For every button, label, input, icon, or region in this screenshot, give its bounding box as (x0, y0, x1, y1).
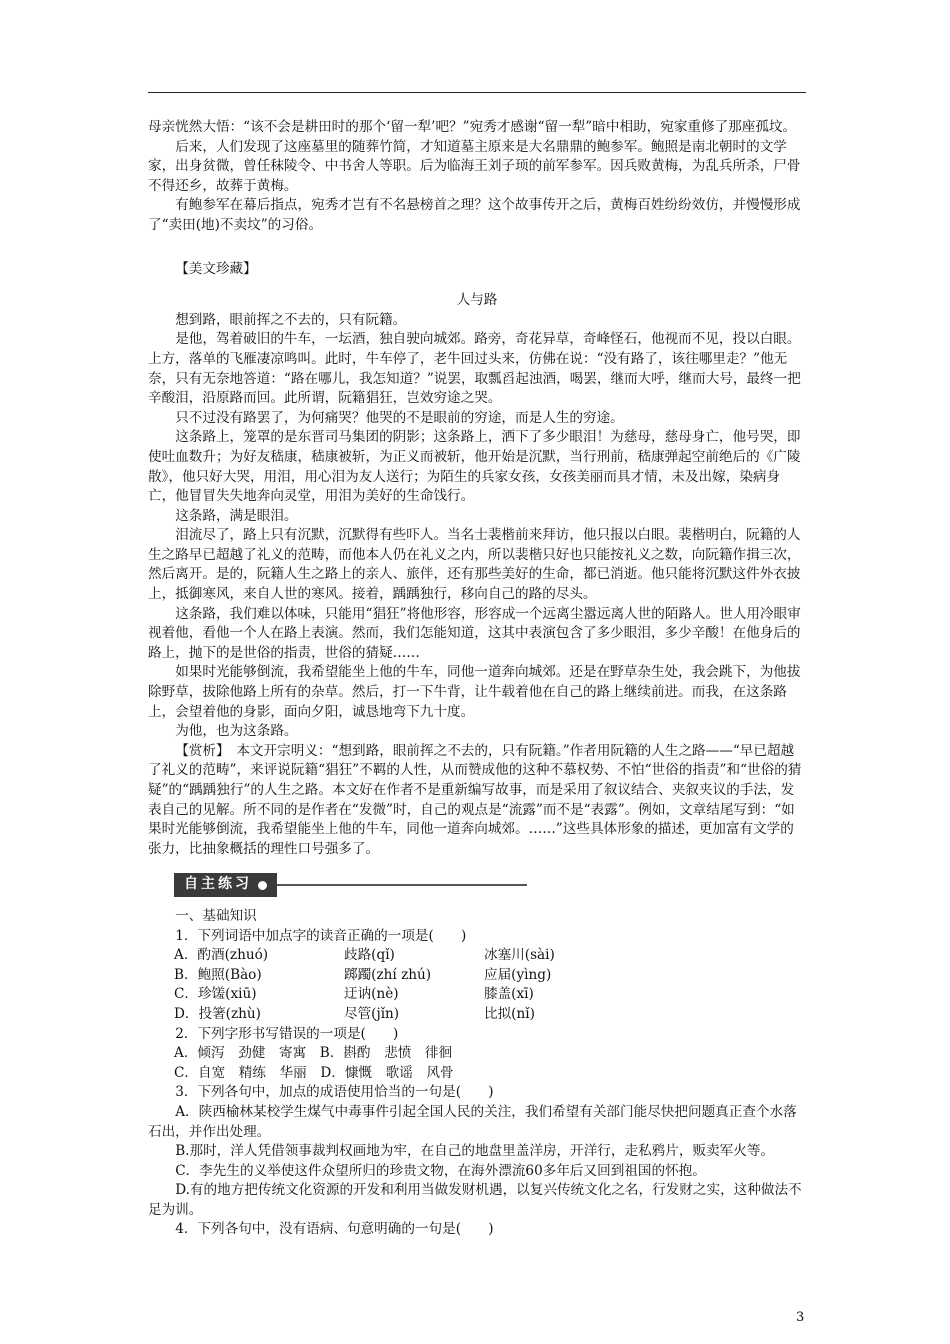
question-4-stem: 4．下列各句中，没有语病、句意明确的一句是( ) (175, 1221, 494, 1238)
option-cell: C．珍馐(xiū) (174, 986, 257, 1003)
story-paragraph: 母亲恍然大悟：“该不会是耕田时的那个‘留一犁’吧？”宛秀才感谢“留一犁”暗中相助，宛家重修了那座孤坟。 (148, 119, 797, 135)
option-cell: 应届(yìng) (484, 966, 552, 983)
essay-paragraph: 这条路，满是眼泪。 (175, 507, 298, 524)
question-3-option: D.有的地方把传统文化资源的开发和利用当做发财机遇，以复兴传统文化之名，行发财之实，这种做法不足为训。 (148, 1182, 802, 1218)
essay-analysis: 【赏析】 本文开宗明义：“想到路，眼前挥之不去的，只有阮籍。”作者用阮籍的人生之路——“早已超越了礼义的范畴”，来评说阮籍“猖狂”不羁的人性，从而赞成他的这种不慕权势、不怕“世俗的指责”和“世俗的猜疑”的“踽踽独行”的人生之路。本文好在作者不是重新编写故事，而是采用了叙议结合、夹叙夹议的手法，发表自己的见解。所不同的是作者在“发微”时，自己的观点是“流露”而不是“表露”。例如，文章结尾写到：“如果时光能够倒流，我希望能坐上他的牛车，同他一道奔向城郊。……”这些具体形象的描述，更加富有文学的张力，比抽象概括的理性口号强多了。 (148, 742, 802, 857)
essay-paragraph: 是他，驾着破旧的牛车，一坛酒，独自驶向城郊。路旁，奇花异草，奇峰怪石，他视而不见，投以白眼。上方，落单的飞雁凄凉鸣叫。此时，牛车停了，老牛回过头来，仿佛在说：“没有路了，该往哪里走？”他无奈，只有无奈地答道：“路在哪儿，我怎知道？”说罢，取瓢舀起浊酒，喝罢，继而大呼，继而大号，最终一把辛酸泪，沿原路而回。此所谓，阮籍猖狂，岂效穷途之哭。 (148, 331, 801, 407)
essay-paragraph: 这条路上，笼罩的是东晋司马集团的阴影；这条路上，洒下了多少眼泪！为慈母，慈母身亡，他号哭，即使吐血数升；为好友嵇康，嵇康被斩，为正义而被斩，他开始是沉默，当行刑前，嵇康弹起空前绝后的《广陵散》，他只好大哭，用泪，用心泪为友人送行；为陌生的兵家女孩，女孩美丽而具才情，未及出嫁，染病身亡，他冒冒失失地奔向灵堂，用泪为美好的生命饯行。 (148, 429, 801, 505)
page-content (148, 118, 806, 1240)
essay-paragraph: 泪流尽了，路上只有沉默，沉默得有些吓人。当名士裴楷前来拜访，他只报以白眼。裴楷明白，阮籍的人生之路早已超越了礼义的范畴，而他本人仍在礼义之内，所以裴楷只好也只能按礼义之数，向阮籍作揖三次，然后离开。是的，阮籍人生之路上的亲人、旅伴，还有那些美好的生命，都已消逝。他只能将沉默这件外衣披上，抵御寒风，来自人世的寒风。接着，踽踽独行，移向自己的路的尽头。 (148, 527, 801, 603)
question-1-option-row (148, 966, 806, 986)
option-cell: A．倾泻 劲健 寄寓 B．斟酌 悲愤 徘徊 (174, 1045, 453, 1062)
option-cell: A．酌酒(zhuó) (174, 947, 269, 964)
option-cell: B．鲍照(Bào) (174, 966, 262, 983)
section-heading-essay: 【美文珍藏】 (175, 260, 257, 277)
header-rule (148, 92, 806, 93)
bullet-icon (258, 881, 267, 890)
question-3-option: A．陕西榆林某校学生煤气中毒事件引起全国人民的关注，我们希望有关部门能尽快把问题真正查个水落石出，并作出处理。 (148, 1103, 797, 1140)
question-1-option-row (148, 946, 806, 966)
question-2-option-row (148, 1064, 806, 1084)
question-1-option-row (148, 985, 806, 1005)
essay-paragraph: 只不过没有路罢了，为何痛哭？他哭的不是眼前的穷途，而是人生的穷途。 (175, 409, 624, 426)
option-cell: 膝盖(xī) (484, 986, 534, 1003)
story-paragraph: 有鲍参军在幕后指点，宛秀才岂有不名悬榜首之理？这个故事传开之后，黄梅百姓纷纷效仿，并慢慢形成了“卖田(地)不卖坟”的习俗。 (148, 197, 801, 233)
essay-paragraph: 如果时光能够倒流，我希望能坐上他的牛车，同他一道奔向城郊。还是在野草杂生处，我会跳下，为他拔除野草，拔除他路上所有的杂草。然后，打一下牛背，让牛载着他在自己的路上继续前进。而我，在这条路上，会望着他的身影，面向夕阳，诚恳地弯下九十度。 (148, 664, 801, 720)
option-cell: 迂讷(nè) (344, 986, 399, 1003)
option-cell: D．投箸(zhù) (174, 1005, 261, 1022)
banner-rule (277, 884, 527, 886)
option-cell: C．自宽 精练 华丽 D．慷慨 歌谣 风骨 (174, 1064, 454, 1081)
page-number: 3 (796, 1310, 805, 1325)
exercise-banner-text: 自主练习 (184, 876, 252, 893)
question-1-stem: 1．下列词语中加点字的读音正确的一项是( ) (175, 927, 467, 944)
question-3-option: C．李先生的义举使这件众望所归的珍贵文物，在海外漂流60多年后又回到祖国的怀抱。 (175, 1162, 706, 1179)
option-cell: 踯躅(zhí zhú) (344, 966, 432, 983)
essay-paragraph: 想到路，眼前挥之不去的，只有阮籍。 (175, 311, 407, 328)
exercise-banner-label (174, 873, 277, 897)
question-1-option-row (148, 1005, 806, 1025)
story-paragraph: 后来，人们发现了这座墓里的随葬竹简，才知道墓主原来是大名鼎鼎的鲍参军。鲍照是南北朝时的文学家，出身贫微，曾任秣陵令、中书舍人等职。后为临海王刘子顼的前军参军。因兵败黄梅，为乱兵所杀，尸骨不得还乡，故葬于黄梅。 (148, 138, 801, 194)
exercise-banner (174, 873, 806, 897)
question-3-option: B.那时，洋人凭借领事裁判权画地为牢，在自己的地盘里盖洋房，开洋行，走私鸦片，贩卖军火等。 (175, 1143, 775, 1160)
question-3-stem: 3．下列各句中，加点的成语使用恰当的一句是( ) (175, 1084, 494, 1101)
essay-paragraph: 这条路，我们难以体味，只能用“猖狂”将他形容，形容成一个远离尘嚣远离人世的陌路人。世人用冷眼审视着他，看他一个人在路上表演。然而，我们怎能知道，这其中表演包含了多少眼泪，多少辛酸！在他身后的路上，抛下的是世俗的指责，世俗的猜疑…… (148, 605, 801, 661)
option-cell: 冰塞川(sài) (484, 947, 555, 964)
essay-title: 人与路 (456, 292, 498, 309)
question-2-option-row (148, 1044, 806, 1064)
option-cell: 比拟(nǐ) (484, 1005, 535, 1022)
question-2-stem: 2．下列字形书写错误的一项是( ) (175, 1025, 399, 1042)
exercise-section-heading: 一、基础知识 (175, 907, 257, 924)
essay-paragraph: 为他，也为这条路。 (175, 723, 298, 740)
option-cell: 歧路(qǐ) (344, 947, 395, 964)
option-cell: 尽管(jǐn) (344, 1005, 400, 1022)
